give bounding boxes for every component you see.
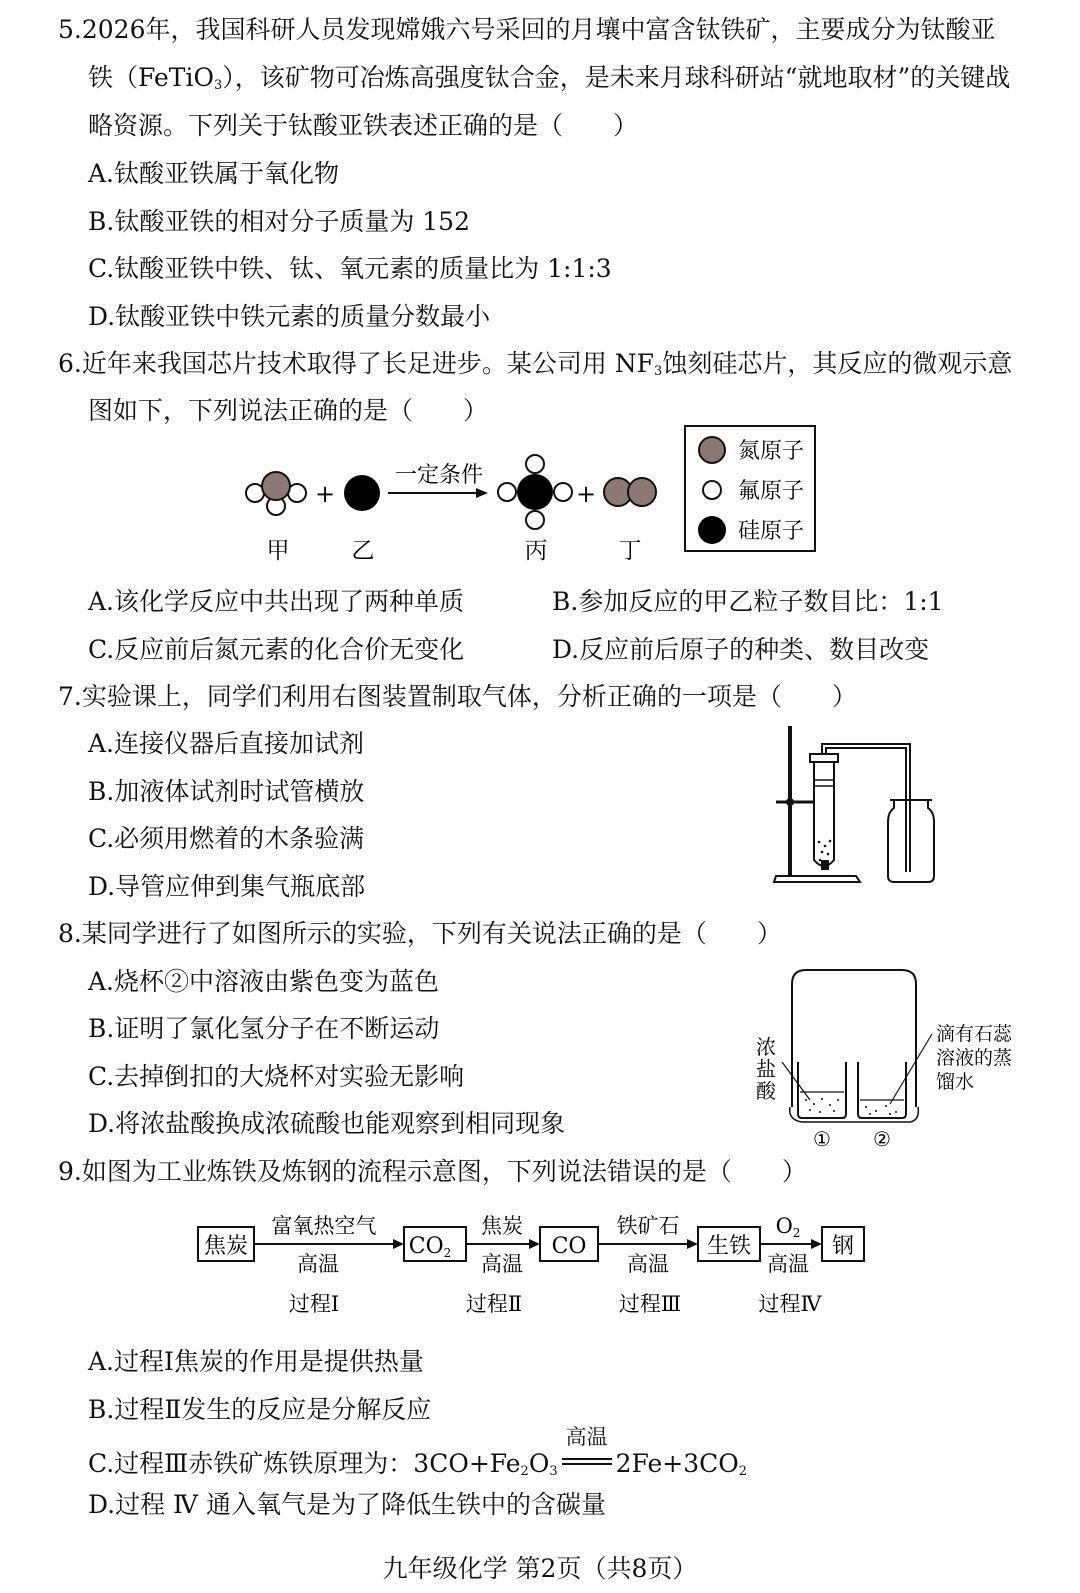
legend-fluorine-swatch xyxy=(703,481,721,499)
q6-option-c: C.反应前后氮元素的化合价无变化 xyxy=(88,635,465,664)
rubber-stopper xyxy=(810,754,838,762)
q5-stem-line2: 铁（FeTiO$_3$），该矿物可冶炼高强度钛合金，是未来月球科研站“就地取材”的关键战 xyxy=(88,63,1011,93)
label-conc-hcl-3: 酸 xyxy=(756,1079,776,1103)
beaker-1-number: ① xyxy=(813,1127,831,1151)
q9-option-b: B.过程Ⅱ发生的反应是分解反应 xyxy=(88,1395,432,1424)
legend-fluorine-label: 氟原子 xyxy=(738,479,805,504)
arrow-1-top-label: 富氧热空气 xyxy=(271,1214,377,1238)
q6-option-a: A.该化学反应中共出现了两种单质 xyxy=(88,587,465,616)
molecule-jia xyxy=(246,472,306,515)
iron-stand-base xyxy=(774,876,860,882)
clamp-knob xyxy=(786,798,794,806)
q5-stem-line3: 略资源。下列关于钛酸亚铁表述正确的是（ ） xyxy=(88,111,639,140)
arrow-3-head xyxy=(687,1239,698,1249)
label-conc-hcl-1: 浓 xyxy=(756,1035,776,1059)
q8-stem-line1: 8.某同学进行了如图所示的实验，下列有关说法正确的是（ ） xyxy=(58,919,782,948)
q6-reaction-diagram xyxy=(230,420,830,570)
q7-option-b: B.加液体试剂时试管横放 xyxy=(88,777,365,806)
q6-stem-line1: 6.近年来我国芯片技术取得了长足进步。某公司用 $NF_3$蚀刻硅芯片，其反应的微观示意 xyxy=(58,349,1013,379)
q7-option-d: D.导管应伸到集气瓶底部 xyxy=(88,872,366,901)
box-co2-label: CO2 xyxy=(408,1234,452,1260)
legend-silicon-label: 硅原子 xyxy=(738,519,805,544)
arrow-2-top-label: 焦炭 xyxy=(481,1214,523,1238)
box-co-label: CO xyxy=(551,1234,587,1259)
beaker-2-number: ② xyxy=(873,1127,891,1151)
q6-option-d: D.反应前后原子的种类、数目改变 xyxy=(552,635,930,664)
label-litmus-2: 溶液的蒸 xyxy=(936,1047,1013,1069)
q9-option-c: C.过程Ⅲ赤铁矿炼铁原理为：$3CO+Fe_2O_3$ 高温 $2Fe+3CO_2$ xyxy=(88,1425,748,1479)
legend-silicon-swatch xyxy=(698,516,726,544)
label-yi: 乙 xyxy=(351,538,375,564)
label-litmus-1: 滴有石蕊 xyxy=(936,1023,1013,1045)
q9-option-d: D.过程 Ⅳ 通入氧气是为了降低生铁中的含碳量 xyxy=(88,1490,606,1519)
box-pig-iron-label: 生铁 xyxy=(706,1234,752,1259)
q5-option-a: A.钛酸亚铁属于氧化物 xyxy=(88,159,340,188)
plus-sign-2: + xyxy=(575,480,597,508)
arrow-2-bottom-label: 高温 xyxy=(481,1252,523,1276)
q5-option-d: D.钛酸亚铁中铁元素的质量分数最小 xyxy=(88,302,491,331)
arrow-4-head xyxy=(811,1239,822,1249)
q8-option-b: B.证明了氯化氢分子在不断运动 xyxy=(88,1014,440,1043)
label-jia: 甲 xyxy=(266,538,290,564)
q8-beaker-figure xyxy=(750,962,1040,1157)
step-3-label: 过程Ⅲ xyxy=(618,1292,682,1316)
q8-option-d: D.将浓盐酸换成浓硫酸也能观察到相同现象 xyxy=(88,1109,566,1138)
reaction-condition: 一定条件 xyxy=(394,463,484,488)
test-tube xyxy=(814,758,834,866)
label-litmus-3: 馏水 xyxy=(936,1071,975,1093)
q6-option-b: B.参加反应的甲乙粒子数目比：1:1 xyxy=(552,587,944,616)
q7-option-c: C.必须用燃着的木条验满 xyxy=(88,824,365,853)
reaction-arrowhead xyxy=(476,488,488,498)
label-bing: 丙 xyxy=(524,538,548,564)
step-4-label: 过程Ⅳ xyxy=(758,1292,822,1316)
q9-option-a: A.过程Ⅰ焦炭的作用是提供热量 xyxy=(88,1347,424,1376)
arrow-3-top-label: 铁矿石 xyxy=(616,1214,680,1238)
q7-stem-line1: 7.实验课上，同学们利用右图装置制取气体，分析正确的一项是（ ） xyxy=(58,682,857,711)
q9-flow-diagram xyxy=(190,1205,880,1325)
box-coke-label: 焦炭 xyxy=(203,1234,249,1259)
q8-option-c: C.去掉倒扣的大烧杯对实验无影响 xyxy=(88,1062,465,1091)
arrow-1-head xyxy=(393,1239,404,1249)
equation-condition: 高温 xyxy=(562,1440,612,1481)
molecule-bing xyxy=(498,455,572,529)
beaker-1 xyxy=(798,1062,846,1118)
page-footer: 九年级化学 第2页（共8页） xyxy=(382,1554,698,1583)
q9-stem-line1: 9.如图为工业炼铁及炼钢的流程示意图，下列说法错误的是（ ） xyxy=(58,1157,807,1186)
step-1-label: 过程Ⅰ xyxy=(288,1292,340,1316)
q5-option-b: B.钛酸亚铁的相对分子质量为 152 xyxy=(88,207,470,236)
molecule-yi xyxy=(344,475,380,511)
label-ding: 丁 xyxy=(618,538,642,564)
box-steel-label: 钢 xyxy=(831,1234,855,1259)
arrow-1-bottom-label: 高温 xyxy=(297,1252,339,1276)
legend-nitrogen-label: 氮原子 xyxy=(738,439,805,464)
q7-option-a: A.连接仪器后直接加试剂 xyxy=(88,729,365,758)
q7-apparatus-figure xyxy=(770,720,950,890)
step-2-label: 过程Ⅱ xyxy=(465,1292,523,1316)
q8-option-a: A.烧杯②中溶液由紫色变为蓝色 xyxy=(88,967,440,996)
plus-sign-1: + xyxy=(314,480,336,508)
arrow-3-bottom-label: 高温 xyxy=(627,1252,669,1276)
legend-nitrogen-swatch xyxy=(699,437,725,463)
label-conc-hcl-2: 盐 xyxy=(756,1057,776,1081)
arrow-4-top-label: O2 xyxy=(775,1214,801,1240)
arrow-4-bottom-label: 高温 xyxy=(767,1252,809,1276)
heating-point xyxy=(821,860,829,870)
arrow-2-head xyxy=(529,1239,540,1249)
q6-stem-line2: 图如下，下列说法正确的是（ ） xyxy=(88,396,489,425)
molecule-ding xyxy=(604,478,656,506)
q5-stem-line1: 5.2026年，我国科研人员发现嫦娥六号采回的月壤中富含钛铁矿，主要成分为钛酸亚 xyxy=(58,15,996,44)
q5-option-c: C.钛酸亚铁中铁、钛、氧元素的质量比为 1:1:3 xyxy=(88,254,612,283)
